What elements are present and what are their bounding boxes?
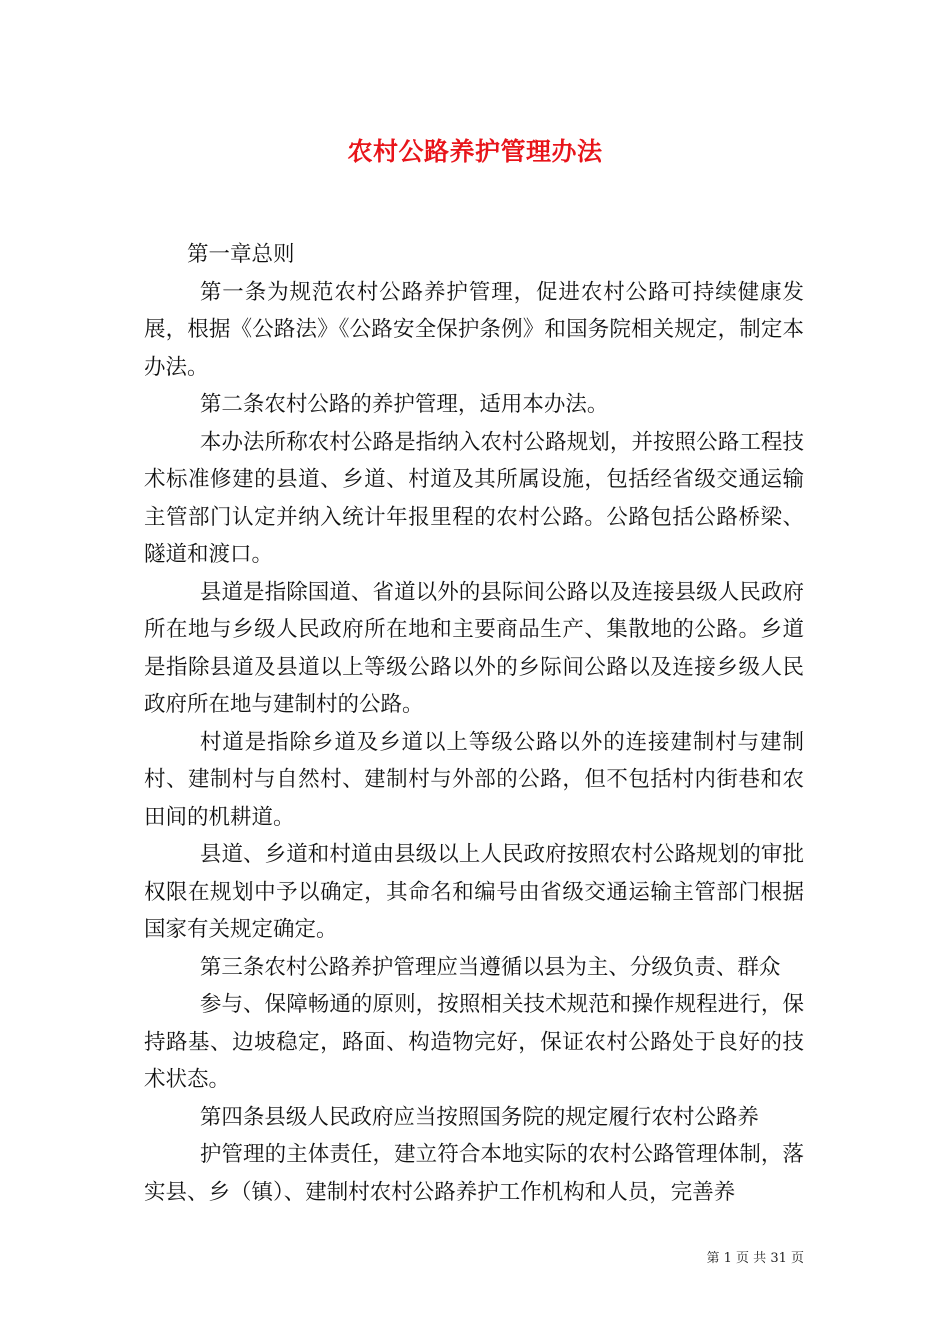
paragraph: 参与、保障畅通的原则，按照相关技术规范和操作规程进行，保持路基、边坡稳定，路面、构造物完好，保证农村公路处于良好的技术状态。: [144, 992, 804, 1092]
paragraph: 第四条县级人民政府应当按照国务院的规定履行农村公路养: [199, 1104, 759, 1130]
paragraph: 第二条农村公路的养护管理，适用本办法。: [199, 392, 609, 417]
document-title: 农村公路养护管理办法: [347, 137, 603, 166]
paragraph: 第一条为规范农村公路养护管理，促进农村公路可持续健康发展，根据《公路法》《公路安全保护条例》和国务院相关规定，制定本办法。: [144, 279, 804, 380]
paragraph: 本办法所称农村公路是指纳入农村公路规划，并按照公路工程技术标准修建的县道、乡道、村道及其所属设施，包括经省级交通运输主管部门认定并纳入统计年报里程的农村公路。公路包括公路桥梁、隧道和渡口。: [144, 429, 804, 567]
paragraph: 村道是指除乡道及乡道以上等级公路以外的连接建制村与建制村、建制村与自然村、建制村与外部的公路，但不包括村内街巷和农田间的机耕道。: [144, 729, 804, 830]
page-number-footer: 第 1 页 共 31 页: [706, 1251, 804, 1266]
paragraph: 第三条农村公路养护管理应当遵循以县为主、分级负责、群众: [199, 954, 781, 980]
paragraph: 护管理的主体责任，建立符合本地实际的农村公路管理体制，落实县、乡（镇）、建制村农村公路养护工作机构和人员，完善养: [144, 1142, 804, 1205]
chapter-heading: 第一章总则: [187, 242, 295, 267]
paragraph: 县道是指除国道、省道以外的县际间公路以及连接县级人民政府所在地与乡级人民政府所在地和主要商品生产、集散地的公路。乡道是指除县道及县道以上等级公路以外的乡际间公路以及连接乡级人民政府所在地与建制村的公路。: [144, 579, 804, 717]
paragraph: 县道、乡道和村道由县级以上人民政府按照农村公路规划的审批权限在规划中予以确定，其命名和编号由省级交通运输主管部门根据国家有关规定确定。: [144, 842, 804, 942]
document-body: [144, 236, 804, 1211]
